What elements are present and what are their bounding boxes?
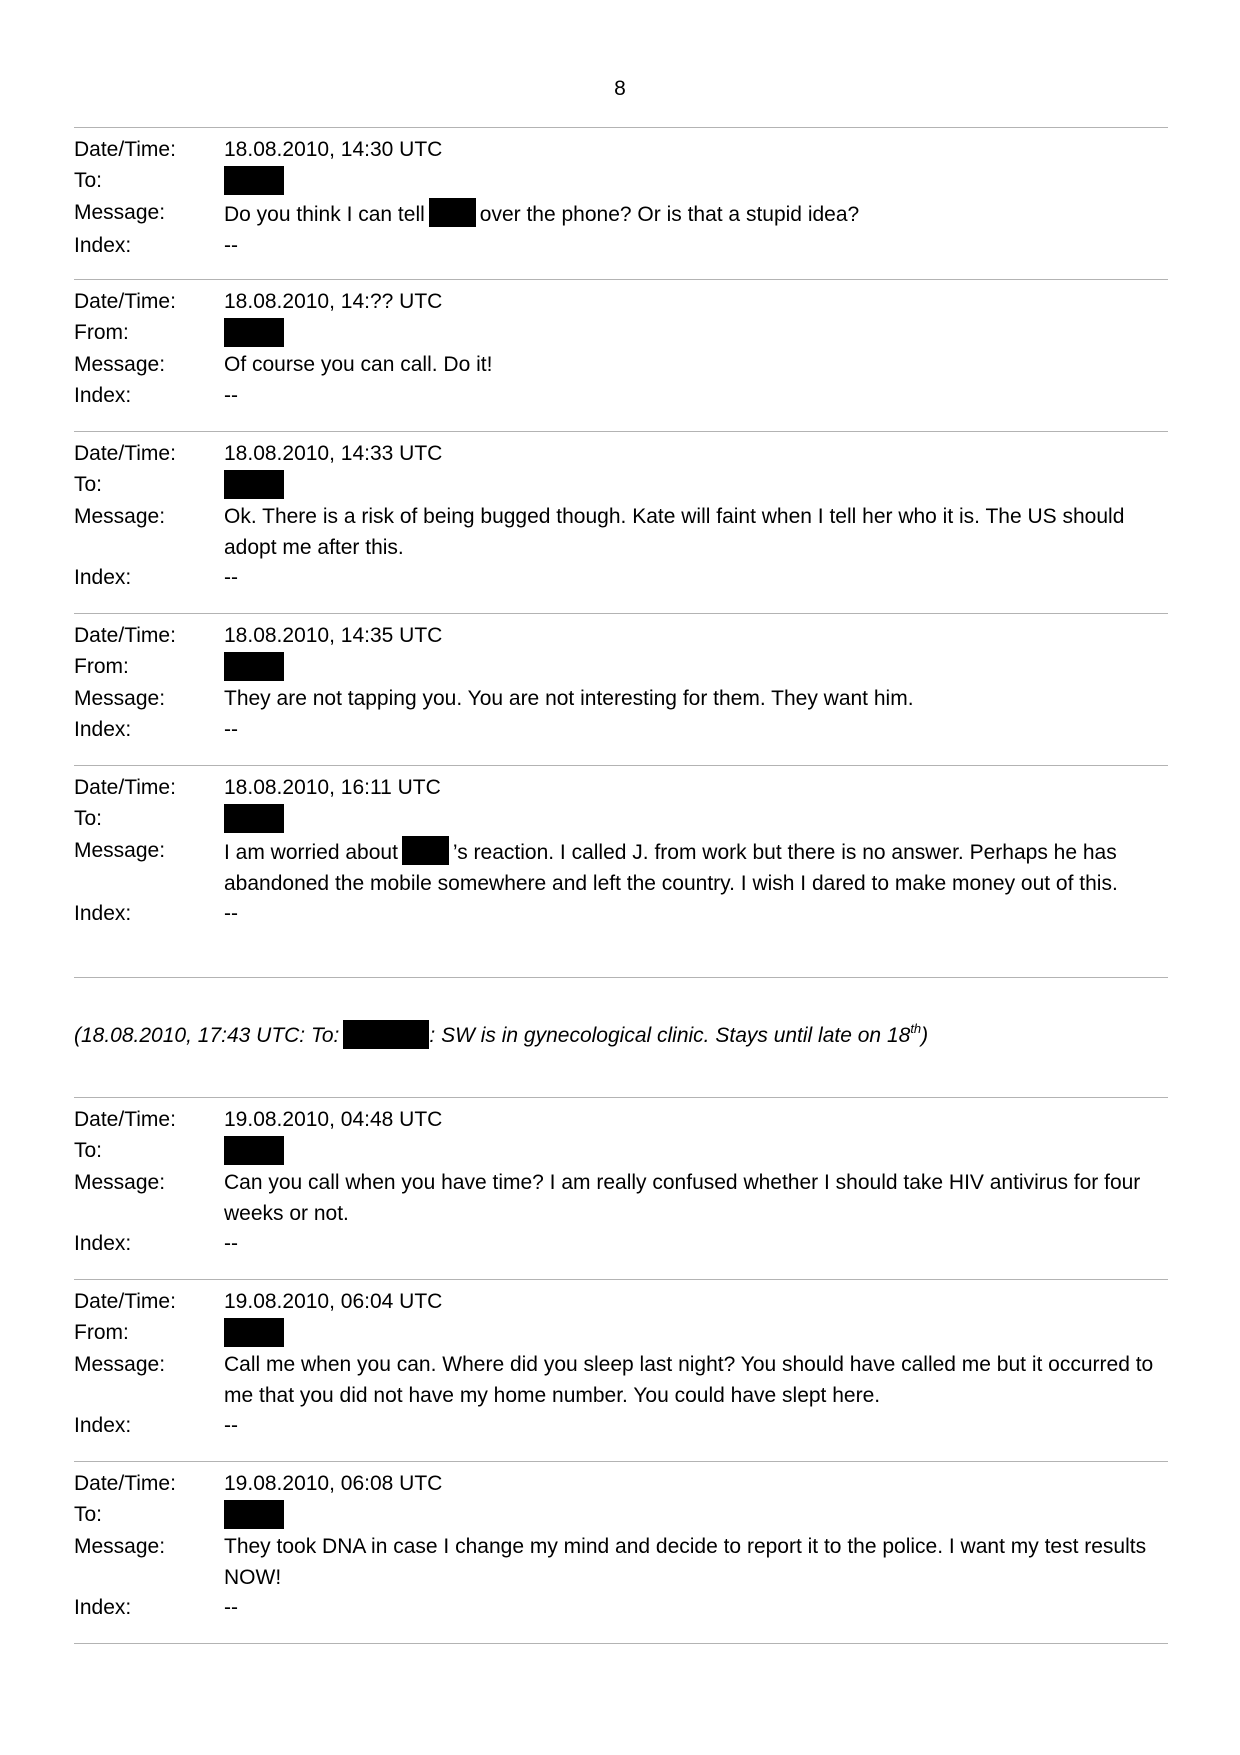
datetime-label: Date/Time:	[74, 1290, 176, 1313]
redacted-name	[224, 470, 284, 499]
redacted-name	[224, 1318, 284, 1347]
message-row	[74, 502, 1168, 563]
from-label: From:	[74, 1320, 129, 1344]
redacted-name	[224, 318, 284, 347]
datetime-row	[74, 1105, 1168, 1136]
message-row	[74, 836, 1168, 899]
message-entry-6	[74, 1105, 1168, 1260]
datetime-row	[74, 1287, 1168, 1318]
datetime-row	[74, 1469, 1168, 1500]
to-label: To:	[74, 1138, 103, 1162]
index-row	[74, 1411, 1168, 1442]
sender-row	[74, 318, 1168, 351]
index-value: --	[224, 1232, 238, 1255]
divider	[74, 279, 1168, 280]
datetime-row	[74, 773, 1168, 804]
redacted-name	[224, 166, 284, 195]
redacted-name	[224, 804, 284, 833]
to-label: To:	[74, 472, 103, 496]
message-entry-5	[74, 773, 1168, 930]
index-label: Index:	[74, 717, 132, 741]
message-label: Message:	[74, 687, 166, 710]
divider	[74, 1279, 1168, 1280]
index-value: --	[224, 233, 238, 257]
message-row	[74, 1350, 1168, 1411]
message-entry-1	[74, 135, 1168, 261]
datetime-label: Date/Time:	[74, 290, 176, 313]
index-label: Index:	[74, 566, 132, 589]
index-label: Index:	[74, 902, 132, 925]
message-row	[74, 684, 1168, 715]
message-row	[74, 1168, 1168, 1229]
index-row	[74, 1229, 1168, 1260]
divider	[74, 127, 1168, 128]
message-entry-8	[74, 1469, 1168, 1624]
redacted-name	[224, 652, 284, 681]
recipient-row	[74, 804, 1168, 837]
message-text: I am worried about ’s reaction. I called J. from work but there is no answer. Perhaps he has abandoned the mobile somewhere and left the country. I wish I dared to make money out of this.	[224, 836, 1168, 899]
datetime-label: Date/Time:	[74, 1108, 176, 1131]
recipient-row	[74, 1136, 1168, 1169]
index-label: Index:	[74, 1232, 132, 1255]
message-label: Message:	[74, 1353, 166, 1376]
message-entry-3	[74, 439, 1168, 594]
message-text: They took DNA in case I change my mind and decide to report it to the police. I want my test results NOW!	[224, 1535, 1147, 1589]
sender-row	[74, 1318, 1168, 1351]
datetime-value: 18.08.2010, 16:11 UTC	[224, 776, 441, 799]
index-value: --	[224, 1596, 238, 1619]
message-row	[74, 1532, 1168, 1593]
note-superscript: th	[910, 1021, 922, 1036]
message-label: Message:	[74, 1535, 166, 1558]
note-text: : SW is in gynecological clinic. Stays until late on 18	[429, 1024, 911, 1047]
index-row	[74, 563, 1168, 594]
index-value: --	[224, 902, 238, 925]
message-label: Message:	[74, 201, 166, 224]
message-label: Message:	[74, 353, 166, 376]
message-text: They are not tapping you. You are not interesting for them. They want him.	[224, 687, 914, 710]
index-label: Index:	[74, 1414, 132, 1437]
index-row	[74, 1593, 1168, 1624]
divider	[74, 1461, 1168, 1462]
index-row	[74, 715, 1168, 746]
redacted-name	[429, 198, 476, 227]
index-value: --	[224, 383, 238, 407]
index-label: Index:	[74, 1596, 132, 1619]
from-label: From:	[74, 654, 129, 678]
from-label: From:	[74, 320, 129, 344]
note-line	[74, 1020, 928, 1051]
note-prefix: (18.08.2010, 17:43 UTC: To:	[74, 1024, 340, 1047]
message-entry-7	[74, 1287, 1168, 1442]
redacted-name	[224, 1500, 284, 1529]
datetime-value: 18.08.2010, 14:30 UTC	[224, 138, 443, 161]
index-row	[74, 899, 1168, 930]
message-text: Can you call when you have time? I am really confused whether I should take HIV antivirus for four weeks or not.	[224, 1171, 1141, 1225]
datetime-value: 18.08.2010, 14:35 UTC	[224, 624, 443, 647]
note-suffix: )	[921, 1024, 929, 1047]
index-row	[74, 381, 1168, 412]
datetime-value: 19.08.2010, 04:48 UTC	[224, 1108, 443, 1131]
datetime-row	[74, 135, 1168, 166]
redacted-name	[224, 1136, 284, 1165]
message-label: Message:	[74, 839, 166, 862]
datetime-value: 18.08.2010, 14:?? UTC	[224, 290, 443, 313]
index-value: --	[224, 1414, 238, 1437]
datetime-row	[74, 621, 1168, 652]
redacted-name	[402, 836, 449, 865]
divider	[74, 431, 1168, 432]
message-entry-2	[74, 287, 1168, 411]
divider	[74, 1643, 1168, 1644]
message-row	[74, 350, 1168, 381]
datetime-value: 18.08.2010, 14:33 UTC	[224, 442, 443, 465]
divider	[74, 1097, 1168, 1098]
datetime-label: Date/Time:	[74, 1472, 176, 1495]
page-number: 8	[614, 77, 626, 100]
datetime-row	[74, 287, 1168, 318]
sender-row	[74, 652, 1168, 685]
recipient-row	[74, 470, 1168, 503]
message-text: Call me when you can. Where did you sleep last night? You should have called me but it occurred to me that you did not have my home number. You could have slept here.	[224, 1353, 1154, 1407]
datetime-label: Date/Time:	[74, 624, 176, 647]
index-value: --	[224, 566, 238, 589]
recipient-row	[74, 166, 1168, 199]
divider	[74, 613, 1168, 614]
to-label: To:	[74, 1502, 103, 1526]
to-label: To:	[74, 806, 103, 830]
to-label: To:	[74, 168, 103, 192]
message-entry-4	[74, 621, 1168, 745]
redacted-name	[343, 1020, 429, 1049]
datetime-row	[74, 439, 1168, 470]
datetime-label: Date/Time:	[74, 138, 176, 161]
divider	[74, 977, 1168, 978]
message-row	[74, 198, 1168, 231]
message-label: Message:	[74, 505, 166, 528]
message-text: Do you think I can tell over the phone? Or is that a stupid idea?	[224, 198, 1168, 231]
datetime-label: Date/Time:	[74, 442, 176, 465]
index-value: --	[224, 717, 238, 741]
divider	[74, 765, 1168, 766]
message-label: Message:	[74, 1171, 166, 1194]
datetime-value: 19.08.2010, 06:04 UTC	[224, 1290, 443, 1313]
index-label: Index:	[74, 383, 132, 407]
message-text: Ok. There is a risk of being bugged though. Kate will faint when I tell her who it is. The US should adopt me after this.	[224, 505, 1125, 559]
index-label: Index:	[74, 233, 132, 257]
datetime-label: Date/Time:	[74, 776, 176, 799]
index-row	[74, 231, 1168, 262]
datetime-value: 19.08.2010, 06:08 UTC	[224, 1472, 443, 1495]
recipient-row	[74, 1500, 1168, 1533]
message-text: Of course you can call. Do it!	[224, 353, 493, 376]
